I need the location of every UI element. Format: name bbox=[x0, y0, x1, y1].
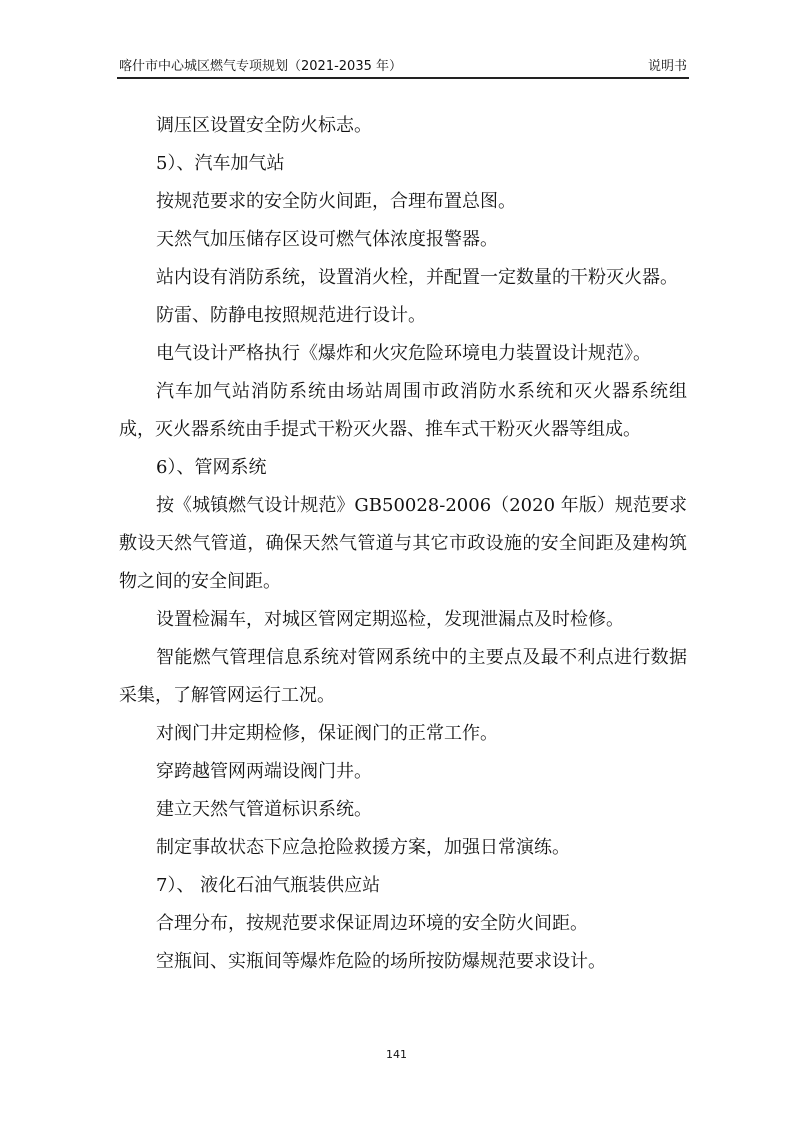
header-rule bbox=[117, 77, 689, 79]
paragraph: 合理分布，按规范要求保证周边环境的安全防火间距。 bbox=[156, 913, 588, 934]
paragraph: 汽车加气站消防系统由场站周围市政消防水系统和灭火器系统组成，灭火器系统由手提式干粉灭火器、推车式干粉灭火器等组成。 bbox=[119, 381, 687, 440]
document-title: 喀什市中心城区燃气专项规划（2021-2035 年） bbox=[119, 59, 402, 74]
paragraph: 空瓶间、实瓶间等爆炸危险的场所按防爆规范要求设计。 bbox=[156, 951, 606, 972]
paragraph: 电气设计严格执行《爆炸和火灾危险环境电力装置设计规范》。 bbox=[156, 343, 651, 364]
paragraph: 对阀门井定期检修，保证阀门的正常工作。 bbox=[156, 723, 498, 744]
paragraph: 调压区设置安全防火标志。 bbox=[156, 115, 372, 136]
page-number: 141 bbox=[386, 1048, 407, 1061]
paragraph: 制定事故状态下应急抢险救援方案，加强日常演练。 bbox=[156, 837, 570, 858]
paragraph: 设置检漏车，对城区管网定期巡检，发现泄漏点及时检修。 bbox=[156, 609, 624, 630]
paragraph: 按《城镇燃气设计规范》GB50028-2006（2020 年版）规范要求敷设天然气管道，确保天然气管道与其它市政设施的安全间距及建构筑物之间的安全间距。 bbox=[119, 495, 687, 592]
section-heading: 7）、 液化石油气瓶装供应站 bbox=[156, 875, 381, 896]
section-label: 说明书 bbox=[647, 59, 687, 74]
section-heading: 5）、汽车加气站 bbox=[156, 153, 285, 174]
paragraph: 按规范要求的安全防火间距，合理布置总图。 bbox=[156, 191, 516, 212]
paragraph: 站内设有消防系统，设置消火栓，并配置一定数量的干粉灭火器。 bbox=[156, 267, 678, 288]
paragraph: 穿跨越管网两端设阀门井。 bbox=[156, 761, 372, 782]
paragraph: 建立天然气管道标识系统。 bbox=[156, 799, 372, 820]
paragraph: 智能燃气管理信息系统对管网系统中的主要点及最不利点进行数据采集，了解管网运行工况。 bbox=[119, 647, 687, 706]
paragraph: 天然气加压储存区设可燃气体浓度报警器。 bbox=[156, 229, 498, 250]
section-heading: 6）、管网系统 bbox=[156, 457, 267, 478]
page-header bbox=[119, 58, 687, 78]
document-body bbox=[119, 107, 687, 981]
paragraph: 防雷、防静电按照规范进行设计。 bbox=[156, 305, 426, 326]
